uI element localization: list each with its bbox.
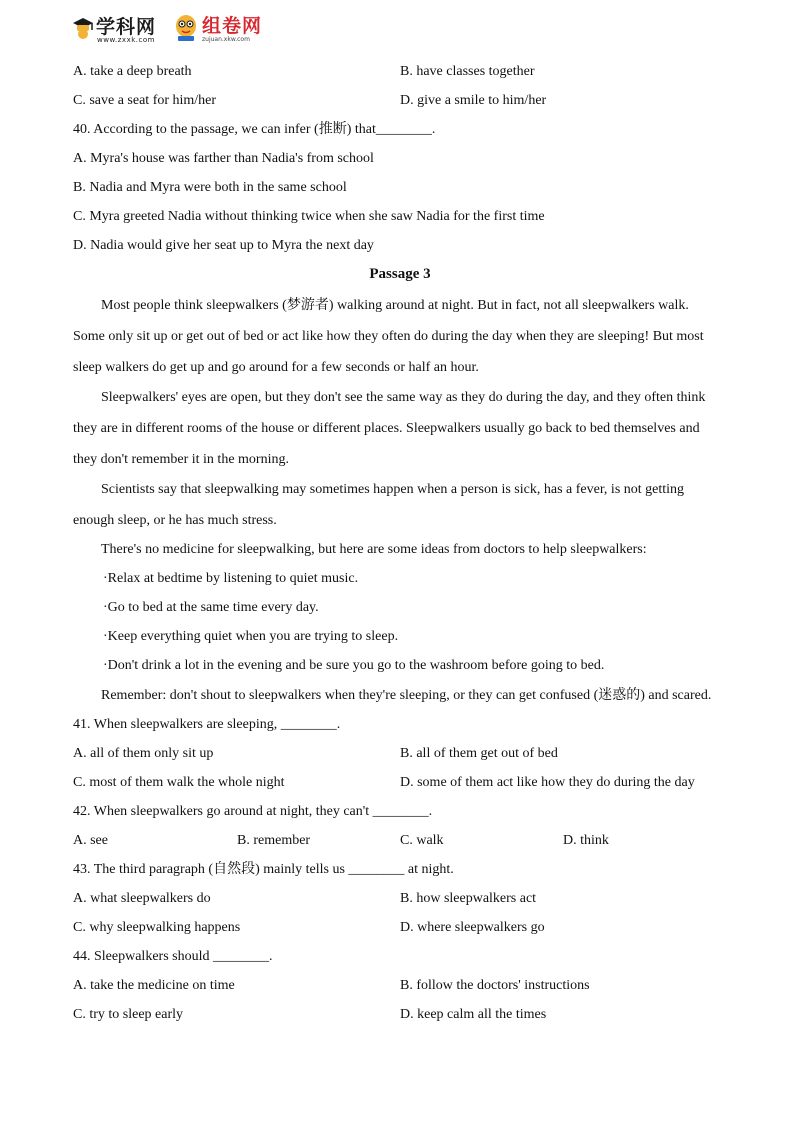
zujuan-logo[interactable] <box>174 10 294 46</box>
tip-item-2: ·Go to bed at the same time every day. <box>103 600 319 615</box>
q44-option-a: A. take the medicine on time <box>73 978 235 993</box>
paragraph-2-line-1: Sleepwalkers' eyes are open, but they don't see the same way as they do during the day, and they often think <box>101 390 706 405</box>
q43-option-c: C. why sleepwalking happens <box>73 920 241 935</box>
q41-option-c: C. most of them walk the whole night <box>73 775 285 790</box>
zxxk-logo[interactable] <box>72 10 168 46</box>
paragraph-5: Remember: don't shout to sleepwalkers when they're sleeping, or they can get confused (迷惑的) and scared. <box>101 688 712 703</box>
q43-option-d: D. where sleepwalkers go <box>400 920 545 935</box>
q40-option-b: B. Nadia and Myra were both in the same school <box>73 180 347 195</box>
q41-option-a: A. all of them only sit up <box>73 746 214 761</box>
paragraph-2-line-2: they are in different rooms of the house or different places. Sleepwalkers usually go back to bed themselves and <box>73 421 700 436</box>
q44-stem: 44. Sleepwalkers should ________. <box>73 949 273 964</box>
q44-option-d: D. keep calm all the times <box>400 1007 547 1022</box>
q42-option-d: D. think <box>563 833 609 848</box>
q39-option-a: A. take a deep breath <box>73 64 192 79</box>
q39-option-b: B. have classes together <box>400 64 535 79</box>
tip-item-3: ·Keep everything quiet when you are trying to sleep. <box>103 629 399 644</box>
q43-option-b: B. how sleepwalkers act <box>400 891 537 906</box>
paragraph-1-line-2: Some only sit up or get out of bed or act like how they often do during the day when they are sleeping! But most <box>73 329 704 344</box>
tip-item-1: ·Relax at bedtime by listening to quiet music. <box>103 571 359 586</box>
paragraph-1-line-3: sleep walkers do get up and go around for a few seconds or half an hour. <box>73 360 479 375</box>
q44-option-c: C. try to sleep early <box>73 1007 184 1022</box>
q40-option-a: A. Myra's house was farther than Nadia's from school <box>73 151 374 166</box>
paragraph-4: There's no medicine for sleepwalking, but here are some ideas from doctors to help sleepwalkers: <box>101 542 647 557</box>
paragraph-3-line-1: Scientists say that sleepwalking may sometimes happen when a person is sick, has a fever, is not getting <box>101 482 685 497</box>
q40-option-c: C. Myra greeted Nadia without thinking twice when she saw Nadia for the first time <box>73 209 545 224</box>
q44-option-b: B. follow the doctors' instructions <box>400 978 590 993</box>
q41-option-d: D. some of them act like how they do during the day <box>400 775 695 790</box>
zujuan-logo-url: zujuan.xkw.com <box>202 36 250 43</box>
q43-option-a: A. what sleepwalkers do <box>73 891 211 906</box>
q43-stem: 43. The third paragraph (自然段) mainly tells us ________ at night. <box>73 862 454 877</box>
q42-option-b: B. remember <box>237 833 311 848</box>
q42-stem: 42. When sleepwalkers go around at night, they can't ________. <box>73 804 433 819</box>
q40-stem: 40. According to the passage, we can infer (推断) that________. <box>73 122 436 137</box>
page-header <box>72 10 292 46</box>
q39-option-c: C. save a seat for him/her <box>73 93 217 108</box>
passage-title: Passage 3 <box>369 266 431 282</box>
q41-option-b: B. all of them get out of bed <box>400 746 558 761</box>
q42-option-c: C. walk <box>400 833 444 848</box>
zxxk-logo-url: www.zxxk.com <box>97 36 155 44</box>
q39-option-d: D. give a smile to him/her <box>400 93 547 108</box>
graduation-cap-icon <box>72 16 94 40</box>
paragraph-1-line-1: Most people think sleepwalkers (梦游者) walking around at night. But in fact, not all sleepwalkers walk. <box>101 298 689 313</box>
q41-stem: 41. When sleepwalkers are sleeping, ________. <box>73 717 341 732</box>
zujuan-logo-name: 组卷网 <box>202 15 263 37</box>
q42-option-a: A. see <box>73 833 108 848</box>
tip-item-4: ·Don't drink a lot in the evening and be sure you go to the washroom before going to bed. <box>103 658 605 673</box>
q40-option-d: D. Nadia would give her seat up to Myra the next day <box>73 238 374 253</box>
mascot-icon <box>174 12 198 42</box>
paragraph-2-line-3: they don't remember it in the morning. <box>73 452 289 467</box>
paragraph-3-line-2: enough sleep, or he has much stress. <box>73 513 277 528</box>
zxxk-logo-name: 学科网 <box>96 16 157 38</box>
